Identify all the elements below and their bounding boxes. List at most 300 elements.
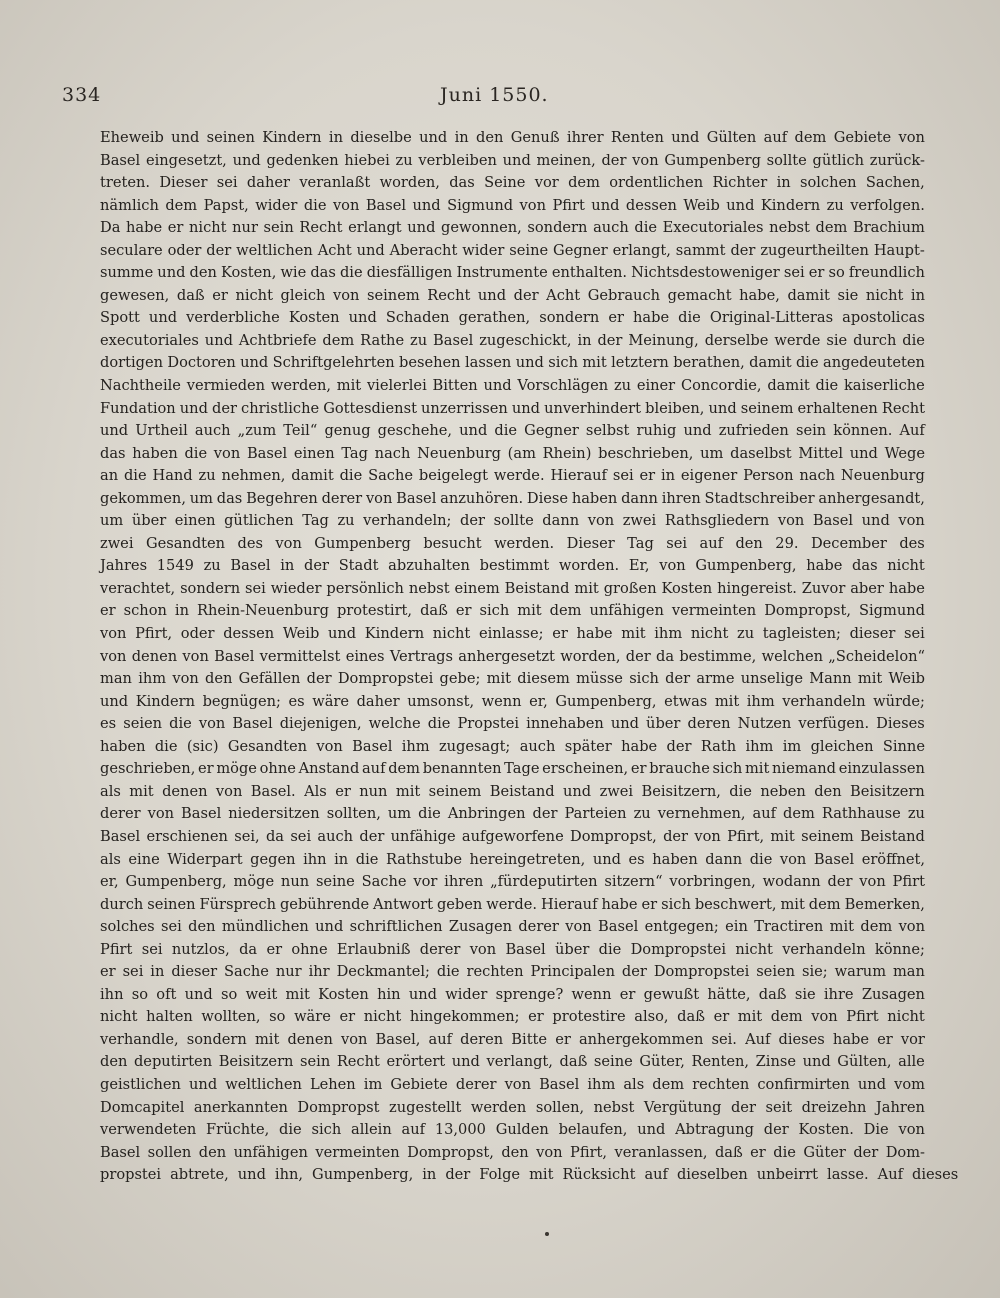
word: habe <box>126 219 163 237</box>
word: mit <box>574 579 599 597</box>
word: seinem <box>428 782 482 800</box>
word: gebe; <box>439 670 481 688</box>
text-line <box>100 646 925 669</box>
word: Schriftgelehrten <box>272 354 395 372</box>
word: vermittelst <box>259 647 341 665</box>
word: mündlichen <box>221 918 309 936</box>
word: den <box>189 264 217 282</box>
word: ihm <box>138 670 167 688</box>
word: vor <box>534 174 559 192</box>
word: nicht <box>189 219 227 237</box>
word: worden. <box>558 557 620 575</box>
word: von <box>898 1121 925 1139</box>
word: seinem <box>367 286 420 304</box>
text-line <box>100 285 925 308</box>
word: der <box>597 331 623 349</box>
word: meinen, <box>536 151 596 169</box>
text-line <box>100 307 925 330</box>
word: er <box>808 264 825 282</box>
word: habe <box>633 309 670 327</box>
word: anhergesandt, <box>818 489 925 507</box>
word: Weib <box>282 625 320 643</box>
word: die <box>815 377 839 395</box>
word: eröffnet, <box>861 850 925 868</box>
word: er <box>266 940 283 958</box>
word: sie <box>794 985 816 1003</box>
word: die <box>773 1143 796 1161</box>
word: er, <box>529 692 548 710</box>
word: der <box>730 1098 756 1116</box>
word: das <box>852 557 878 575</box>
word: Jahres <box>100 557 148 575</box>
word: weltlichen <box>225 1075 302 1093</box>
word: auf <box>401 1121 426 1139</box>
word: und <box>610 715 639 733</box>
text-line <box>100 172 925 195</box>
word: Acht <box>317 241 352 259</box>
word: in <box>454 129 469 146</box>
word: verachtet, <box>100 579 176 597</box>
word: von <box>316 737 343 755</box>
word: nun <box>280 873 310 891</box>
word: nehmen, <box>221 467 286 485</box>
word: und <box>592 850 621 868</box>
text-line <box>100 736 925 759</box>
word: hereingetreten, <box>469 850 586 868</box>
word: apostolicas <box>842 309 925 327</box>
word: deren <box>460 1030 504 1048</box>
word: von <box>213 444 241 462</box>
word: 1549 <box>156 557 194 575</box>
word: und <box>459 422 488 440</box>
word: und <box>412 196 441 214</box>
word: Instrumente <box>456 264 548 282</box>
word: mit <box>737 1008 763 1026</box>
word: zu <box>410 331 428 349</box>
text-line <box>100 240 925 263</box>
word: sitzern“ <box>604 873 663 891</box>
word: also, <box>634 1008 669 1026</box>
word: Stadtschreiber <box>704 489 815 507</box>
word: um <box>387 805 412 823</box>
word: daß <box>714 1143 743 1161</box>
word: ordentlichen <box>609 174 704 192</box>
word: eigener <box>680 467 738 485</box>
word: Gebiete <box>390 1075 448 1093</box>
word: Sachen, <box>865 174 925 192</box>
word: dieser <box>171 963 218 981</box>
word: Abtragung <box>675 1121 755 1139</box>
word: dem <box>783 805 815 823</box>
word: er <box>100 963 116 981</box>
word: in <box>422 1166 437 1184</box>
word: Güter <box>803 1143 846 1161</box>
word: können. <box>833 422 893 440</box>
word: veranlassen, <box>614 1143 708 1161</box>
word: mit <box>744 760 770 778</box>
word: Dompropstei <box>337 670 434 688</box>
text-line <box>100 1029 925 1052</box>
word: Begehren <box>246 489 318 507</box>
word: sich <box>629 670 659 688</box>
text-line <box>100 871 925 894</box>
word: solchen <box>799 174 857 192</box>
word: Dompropst, <box>764 602 851 620</box>
word: auf <box>361 760 386 778</box>
word: Basel <box>812 512 854 530</box>
word: nach <box>799 467 836 485</box>
word: einen <box>174 512 216 530</box>
word: wodann <box>762 873 821 891</box>
word: auch <box>519 737 556 755</box>
text-line <box>100 1142 925 1165</box>
word: Gumpenberg, <box>555 692 657 710</box>
word: Recht <box>427 286 471 304</box>
word: er <box>212 286 228 304</box>
word: durch <box>100 895 144 913</box>
word: erörtert <box>386 1053 446 1071</box>
word: daß <box>176 286 205 304</box>
word: dann <box>542 512 580 530</box>
word: Rath <box>700 737 737 755</box>
word: dieselben <box>676 1166 748 1184</box>
word: sondern <box>186 1030 247 1048</box>
word: haben <box>100 737 146 755</box>
word: warum <box>834 963 887 981</box>
word: protestire <box>552 1008 626 1026</box>
word: er <box>528 1008 544 1026</box>
word: wäre <box>294 1008 331 1026</box>
word: dem <box>770 1008 803 1026</box>
word: dem <box>652 1075 685 1093</box>
word: werde <box>774 331 821 349</box>
body-text <box>100 127 959 1187</box>
word: verbleiben <box>418 151 497 169</box>
word: vermeinten <box>315 1143 400 1161</box>
word: und <box>232 151 261 169</box>
word: da <box>239 940 258 958</box>
word: zwei <box>622 512 657 530</box>
word: verhandeln <box>782 692 866 710</box>
word: ihm <box>746 692 775 710</box>
word: nicht <box>690 625 729 643</box>
word: ihn, <box>274 1166 304 1184</box>
word: werde. <box>493 467 545 485</box>
word: damit <box>749 354 792 372</box>
word: es <box>100 715 117 733</box>
word: Achtbriefe <box>238 331 317 349</box>
word: in <box>776 174 791 192</box>
word: den <box>100 1053 128 1071</box>
word: ihm <box>654 625 683 643</box>
text-line <box>100 894 925 917</box>
word: gewesen, <box>100 286 170 304</box>
word: worden, <box>379 174 440 192</box>
word: von <box>333 286 360 304</box>
word: angedeuteten <box>823 354 925 372</box>
word: sondern <box>527 219 588 237</box>
word: Basel <box>598 918 639 936</box>
word: und <box>204 331 233 349</box>
word: Domcapitel <box>100 1098 185 1116</box>
word: die <box>436 963 460 981</box>
word: etwas <box>664 692 708 710</box>
word: die <box>749 850 773 868</box>
word: zu <box>337 512 355 530</box>
word: auf <box>699 534 724 552</box>
word: Beisitzern, <box>641 782 721 800</box>
word: er <box>555 1030 571 1048</box>
word: ihm <box>745 737 774 755</box>
word: seien <box>123 715 163 733</box>
word: ruhig <box>636 422 677 440</box>
word: nach <box>374 444 411 462</box>
word: zugeschickt, <box>479 331 572 349</box>
text-line <box>100 849 925 872</box>
text-line <box>100 398 925 421</box>
word: Dompropstei <box>630 940 727 958</box>
word: haben <box>132 444 178 462</box>
word: Kosten <box>318 985 369 1003</box>
word: so <box>131 985 149 1003</box>
word: der <box>211 399 237 417</box>
text-line <box>100 555 925 578</box>
word: der <box>625 647 651 665</box>
word: mit <box>780 895 805 913</box>
word: Weib <box>888 670 925 688</box>
word: gütlichen <box>224 512 294 530</box>
word: da <box>656 647 675 665</box>
word: und <box>802 1053 831 1071</box>
word: mit <box>770 827 795 845</box>
word: seine <box>593 1053 633 1071</box>
word: belaufen, <box>558 1121 628 1139</box>
word: genug <box>324 422 371 440</box>
word: gleichen <box>810 737 874 755</box>
word: dem <box>165 196 198 214</box>
word: dieselbe <box>350 129 412 146</box>
word: Principalen <box>530 963 615 981</box>
word: begnügen; <box>202 692 281 710</box>
word: Pfirt <box>552 196 585 214</box>
text-line <box>100 127 925 150</box>
word: Brachium <box>852 219 925 237</box>
word: vernehmen, <box>657 805 746 823</box>
word: Dieser <box>159 174 208 192</box>
text-line <box>100 488 925 511</box>
word: er <box>100 602 116 620</box>
word: er <box>339 1008 356 1026</box>
word: er <box>877 1030 893 1048</box>
word: die <box>634 219 658 237</box>
word: Widerpart <box>167 850 243 868</box>
word: habe <box>806 557 843 575</box>
word: ihn <box>100 985 124 1003</box>
word: von <box>182 647 209 665</box>
text-line <box>100 1164 959 1187</box>
word: Nachtheile <box>100 377 181 395</box>
word: vom <box>894 1075 925 1093</box>
word: von <box>100 647 127 665</box>
word: er <box>619 985 636 1003</box>
word: daß <box>677 1008 705 1026</box>
word: von <box>519 196 546 214</box>
word: verfügen. <box>798 715 870 733</box>
word: Rhein-Neuenburg <box>197 602 329 620</box>
word: gerathen, <box>458 309 531 327</box>
word: Propstei <box>457 715 520 733</box>
word: einen <box>293 444 335 462</box>
word: nämlich <box>100 196 159 214</box>
word: Basel <box>396 489 437 507</box>
text-line <box>100 916 925 939</box>
word: Hierauf <box>550 467 607 485</box>
text-line <box>100 713 925 736</box>
word: sich <box>712 760 743 778</box>
word: der <box>206 241 232 259</box>
word: sei <box>290 827 312 845</box>
word: bestimme, <box>679 647 757 665</box>
word: durch <box>853 331 897 349</box>
word: werden, <box>270 377 331 395</box>
word: summe <box>100 264 154 282</box>
word: sie <box>837 286 859 304</box>
word: derselbe <box>704 331 769 349</box>
word: Fürsprech <box>199 895 276 913</box>
word: man <box>892 963 925 981</box>
word: hiebei <box>344 151 390 169</box>
word: als <box>623 1075 645 1093</box>
word: Zusagen <box>861 985 925 1003</box>
word: wenn <box>481 692 522 710</box>
word: Rücksicht <box>562 1166 636 1184</box>
word: tagleisten; <box>762 625 841 643</box>
word: mit <box>129 782 154 800</box>
word: Rathe <box>360 331 405 349</box>
word: seit <box>765 1098 793 1116</box>
word: unfähigen <box>233 1143 308 1161</box>
word: schon <box>123 602 167 620</box>
word: Basel <box>813 850 855 868</box>
word: derer <box>100 805 141 823</box>
word: die <box>418 805 441 823</box>
word: vor <box>900 1030 925 1048</box>
word: deren <box>687 715 731 733</box>
word: der <box>663 827 689 845</box>
word: gebührende <box>279 895 370 913</box>
word: Da <box>100 219 121 237</box>
text-line <box>100 578 925 601</box>
word: und <box>511 399 540 417</box>
word: und <box>483 377 512 395</box>
word: sei <box>216 174 238 192</box>
word: Diese <box>526 489 569 507</box>
word: geben <box>436 895 483 913</box>
word: und <box>148 309 178 327</box>
word: von <box>859 873 886 891</box>
word: sei, <box>234 827 260 845</box>
text-line <box>100 826 925 849</box>
word: und <box>184 985 213 1003</box>
word: die <box>123 467 147 485</box>
word: diesem <box>517 670 570 688</box>
word: Recht <box>336 1053 380 1071</box>
word: gewonnen, <box>441 219 522 237</box>
word: werden <box>470 1098 527 1116</box>
word: die <box>279 1121 302 1139</box>
word: worden, <box>560 647 621 665</box>
word: mit <box>336 377 362 395</box>
word: Beisitzern <box>850 782 925 800</box>
word: „fürdeputirten <box>490 873 598 891</box>
word: aber <box>850 579 884 597</box>
word: und <box>157 264 186 282</box>
word: Basel <box>505 940 546 958</box>
word: mit <box>529 1166 554 1184</box>
word: Renten, <box>691 1053 750 1071</box>
word: Zusagen <box>448 918 512 936</box>
word: Sinne <box>882 737 925 755</box>
word: und <box>189 1075 218 1093</box>
word: Gumpenberg, <box>312 1166 414 1184</box>
word: sollte <box>493 512 534 530</box>
word: in <box>328 129 343 146</box>
word: die <box>678 309 701 327</box>
word: die <box>355 850 379 868</box>
word: und <box>237 1166 266 1184</box>
word: ihm <box>587 1075 616 1093</box>
word: als <box>100 782 121 800</box>
word: an <box>100 467 119 485</box>
word: der <box>853 1143 879 1161</box>
word: mit <box>254 1030 280 1048</box>
word: und <box>708 399 737 417</box>
word: „Scheidelon“ <box>828 647 925 665</box>
word: Rhein) <box>542 444 592 462</box>
word: und <box>726 196 755 214</box>
word: halten <box>146 1008 193 1026</box>
word: eines <box>345 647 385 665</box>
word: Sache <box>224 963 269 981</box>
word: diesfälligen <box>366 264 453 282</box>
word: welche <box>368 715 421 733</box>
word: der <box>304 557 329 575</box>
word: rechten <box>692 1075 750 1093</box>
word: den <box>476 129 504 146</box>
word: da <box>265 827 285 845</box>
word: Gefällen <box>238 670 301 688</box>
word: (am <box>507 444 536 462</box>
word: unbeirrt <box>756 1166 819 1184</box>
word: verwendeten <box>100 1121 197 1139</box>
word: und <box>315 918 344 936</box>
word: im <box>782 737 802 755</box>
word: den <box>198 1143 227 1161</box>
text-line <box>100 803 925 826</box>
word: Zinse <box>755 1053 796 1071</box>
word: anhergesetzt <box>458 647 555 665</box>
word: verhandeln; <box>363 512 452 530</box>
word: er <box>335 782 351 800</box>
word: dieses <box>912 1166 959 1184</box>
word: Dieser <box>566 534 615 552</box>
word: daher <box>356 692 400 710</box>
word: vor <box>413 873 438 891</box>
word: eine <box>128 850 160 868</box>
word: von <box>898 129 925 146</box>
word: gegen <box>250 850 296 868</box>
word: einzulassen <box>838 760 925 778</box>
